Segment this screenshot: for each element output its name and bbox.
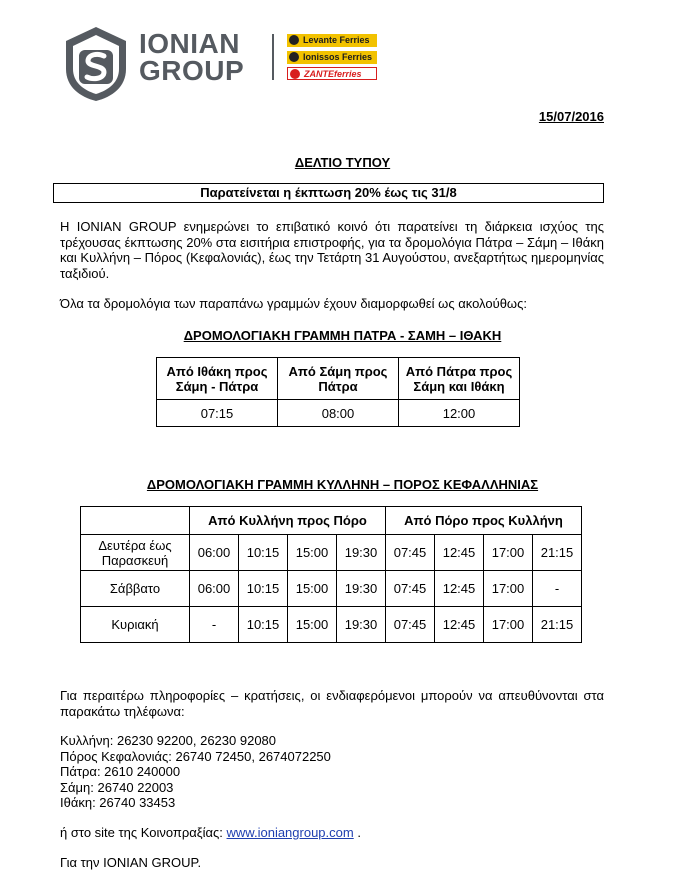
column-header-kyllini-poros: Από Κυλλήνη προς Πόρο <box>190 507 386 535</box>
table-header-row <box>157 358 520 400</box>
departure-time: 19:30 <box>337 535 386 571</box>
route-2-heading: ΔΡΟΜΟΛΟΓΙΑΚΗ ΓΡΑΜΜΗ ΚΥΛΛΗΝΗ – ΠΟΡΟΣ ΚΕΦΑΛΛΗΝΙΑΣ <box>146 477 539 492</box>
departure-time: 10:15 <box>239 571 288 607</box>
table-row <box>157 400 520 427</box>
departure-time: 10:15 <box>239 607 288 643</box>
ionissos-badge-icon <box>289 52 299 62</box>
departure-time: - <box>533 571 582 607</box>
phone-line: Ιθάκη: 26740 33453 <box>60 795 176 810</box>
departure-time: 07:15 <box>157 400 278 427</box>
ionian-logo-emblem <box>62 25 130 103</box>
table-row <box>81 571 582 607</box>
phone-line: Πόρος Κεφαλονιάς: 26740 72450, 2674072250 <box>60 748 331 764</box>
day-label: Σάββατο <box>81 571 190 607</box>
departure-time: 19:30 <box>337 607 386 643</box>
levante-ferries-logo: Levante Ferries <box>287 34 377 47</box>
phone-line: Σάμη: 26740 22003 <box>60 779 174 795</box>
intro-paragraph: Η IONIAN GROUP ενημερώνει το επιβατικό κοινό ότι παρατείνει τη διάρκεια ισχύος της τρέχουσας έκπτωσης 20% στα εισιτήρια επιστροφής, για τα δρομολόγια Πάτρα – Σάμη – Ιθάκη και Κυλλήνη – Πόρος (Κεφαλονιάς), έως την Τετάρτη 31 Αυγούστου, ανεξαρτήτως ημερομηνίας ταξιδιού. <box>60 219 604 281</box>
website-link[interactable]: www.ioniangroup.com <box>226 825 354 840</box>
departure-time: 12:00 <box>399 400 520 427</box>
website-suffix: . <box>357 825 361 840</box>
departure-time: 15:00 <box>288 607 337 643</box>
column-header: Από Σάμη προς Πάτρα <box>278 358 399 400</box>
day-label: Δευτέρα έως Παρασκευή <box>81 535 190 571</box>
departure-time: 07:45 <box>386 607 435 643</box>
table-header-row <box>81 507 582 535</box>
departure-time: 17:00 <box>484 535 533 571</box>
empty-corner-cell <box>81 507 190 535</box>
departure-time: 15:00 <box>288 571 337 607</box>
column-header: Από Ιθάκη προς Σάμη - Πάτρα <box>157 358 278 400</box>
departure-time: 06:00 <box>190 535 239 571</box>
departure-time: 17:00 <box>484 571 533 607</box>
departure-time: 12:45 <box>435 571 484 607</box>
table-row <box>81 535 582 571</box>
table-row <box>81 607 582 643</box>
day-label: Κυριακή <box>81 607 190 643</box>
column-header-poros-kyllini: Από Πόρο προς Κυλλήνη <box>386 507 582 535</box>
phone-line: Πάτρα: 2610 240000 <box>60 764 181 779</box>
headline-banner: Παρατείνεται η έκπτωση 20% έως τις 31/8 <box>53 183 604 203</box>
departure-time: 07:45 <box>386 535 435 571</box>
departure-time: 07:45 <box>386 571 435 607</box>
departure-time: 21:15 <box>533 607 582 643</box>
schedule-intro-paragraph: Όλα τα δρομολόγια των παραπάνω γραμμών έχουν διαμορφωθεί ως ακολούθως: <box>60 296 527 311</box>
phone-list <box>60 733 604 811</box>
contact-intro: Για περαιτέρω πληροφορίες – κρατήσεις, οι ενδιαφερόμενοι μπορούν να απευθύνονται στα παρακάτω τηλέφωνα: <box>60 688 604 719</box>
departure-time: 08:00 <box>278 400 399 427</box>
departure-time: 06:00 <box>190 571 239 607</box>
zante-ferries-logo: ZANTEferries <box>287 67 377 80</box>
departure-time: 12:45 <box>435 535 484 571</box>
phone-line: Κυλλήνη: 26230 92200, 26230 92080 <box>60 733 277 748</box>
departure-time: 10:15 <box>239 535 288 571</box>
signoff: Για την IONIAN GROUP. <box>60 855 202 870</box>
levante-badge-icon <box>289 35 299 45</box>
route-1-timetable <box>156 357 520 427</box>
ionissos-ferries-logo: Ionissos Ferries <box>287 51 377 64</box>
website-line <box>60 825 604 841</box>
route-1-heading: ΔΡΟΜΟΛΟΓΙΑΚΗ ΓΡΑΜΜΗ ΠΑΤΡΑ - ΣΑΜΗ – ΙΘΑΚΗ <box>183 328 502 343</box>
departure-time: - <box>190 607 239 643</box>
route-2-timetable <box>80 506 582 643</box>
brand-line-2: GROUP <box>139 55 245 86</box>
departure-time: 17:00 <box>484 607 533 643</box>
brand-wordmark <box>139 30 244 84</box>
document-date: 15/07/2016 <box>538 109 604 124</box>
departure-time: 21:15 <box>533 535 582 571</box>
departure-time: 19:30 <box>337 571 386 607</box>
departure-time: 12:45 <box>435 607 484 643</box>
column-header: Από Πάτρα προς Σάμη και Ιθάκη <box>399 358 520 400</box>
brand-divider <box>272 34 274 80</box>
zante-badge-icon <box>290 69 300 79</box>
departure-time: 15:00 <box>288 535 337 571</box>
website-prefix: ή στο site της Κοινοπραξίας: <box>60 825 223 840</box>
brand-line-1: IONIAN <box>139 28 240 59</box>
press-release-title: ΔΕΛΤΙΟ ΤΥΠΟΥ <box>294 155 391 170</box>
